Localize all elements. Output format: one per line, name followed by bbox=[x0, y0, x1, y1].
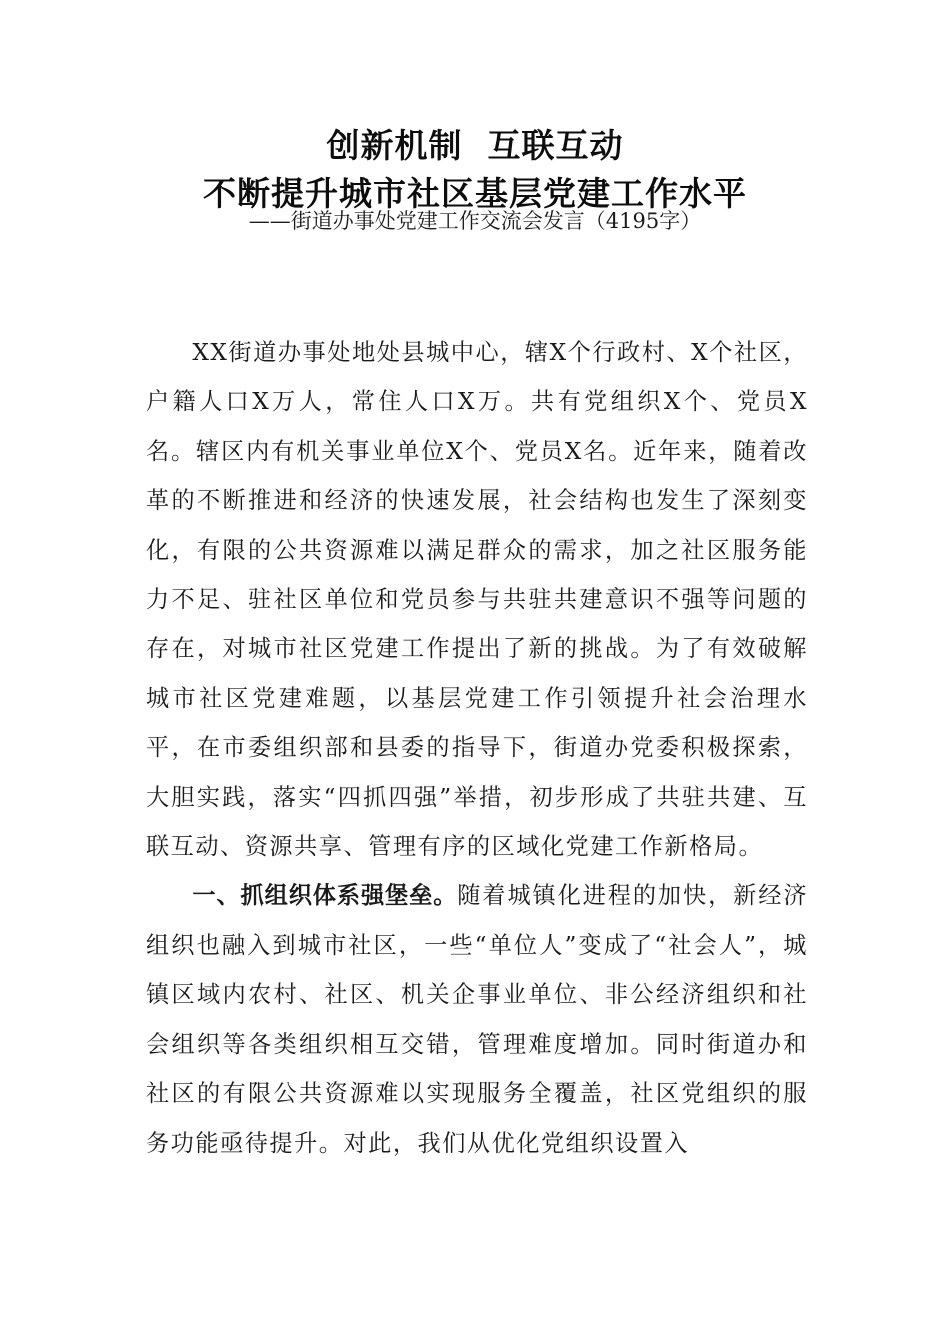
paragraph-intro: XX街道办事处地处县城中心，辖X个行政村、X个社区，户籍人口X万人，常住人口X万。共有党组织X个、党员X名。辖区内有机关事业单位X个、党员X名。近年来，随着改革的不断推进和经济的快速发展，社会结构也发生了深刻变化，有限的公共资源难以满足群众的需求，加之社区服务能力不足、驻社区单位和党员参与共驻共建意识不强等问题的存在，对城市社区党建工作提出了新的挑战。为了有效破解城市社区党建难题，以基层党建工作引领提升社会治理水平，在市委组织部和县委的指导下，街道办党委积极探索，大胆实践，落实“四抓四强”举措，初步形成了共驻共建、互联互动、资源共享、管理有序的区域化党建工作新格局。 bbox=[146, 339, 808, 861]
title-line-2: 不断提升城市社区基层党建工作水平 bbox=[203, 174, 747, 213]
document-body bbox=[146, 328, 808, 1168]
paragraph-section-1 bbox=[146, 871, 808, 1167]
title-line-1: 创新机制 互联互动 bbox=[326, 126, 624, 165]
document-subtitle: ——街道办事处党建工作交流会发言（4195字） bbox=[248, 209, 702, 233]
section-1-heading: 一、抓组织体系强堡垒。 bbox=[192, 882, 458, 910]
section-1-text: 随着城镇化进程的加快，新经济组织也融入到城市社区，一些“单位人”变成了“社会人”，城镇区域内农村、社区、机关企事业单位、非公经济组织和社会组织等各类组织相互交错，管理难度增加。同时街道办和社区的有限公共资源难以实现服务全覆盖，社区党组织的服务功能亟待提升。对此，我们从优化党组织设置入 bbox=[146, 882, 809, 1157]
